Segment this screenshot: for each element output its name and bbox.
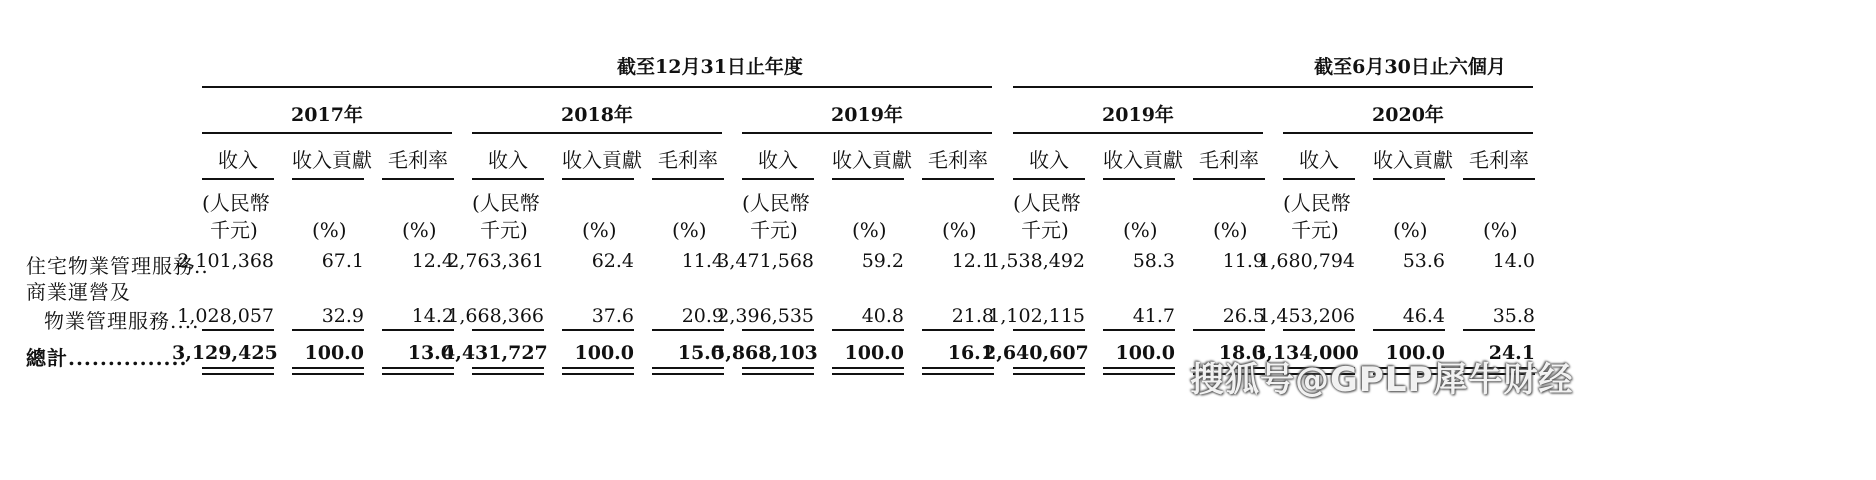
table-cell-total: 100.0 bbox=[304, 342, 364, 364]
unit-rmb-line1: (人民幣 bbox=[202, 191, 270, 215]
table-cell-total: 100.0 bbox=[1385, 342, 1445, 364]
col-label-contribution: 收入貢獻 bbox=[292, 148, 372, 172]
unit-rmb-line2: 千元) bbox=[480, 218, 528, 242]
col-label-margin: 毛利率 bbox=[1469, 148, 1529, 172]
table-cell: 21.8 bbox=[951, 305, 994, 327]
unit-rmb-line1: (人民幣 bbox=[1013, 191, 1081, 215]
table-cell-total: 4,431,727 bbox=[442, 342, 548, 364]
rule-double-top bbox=[922, 367, 994, 369]
col-label-margin: 毛利率 bbox=[658, 148, 718, 172]
table-cell: 1,453,206 bbox=[1258, 305, 1355, 327]
rule-subtotal bbox=[382, 329, 454, 331]
unit-percent: (%) bbox=[1393, 218, 1428, 242]
table-cell: 1,102,115 bbox=[988, 305, 1085, 327]
rule-subtotal bbox=[742, 329, 814, 331]
unit-rmb-line2: 千元) bbox=[1021, 218, 1069, 242]
unit-percent: (%) bbox=[1483, 218, 1518, 242]
table-cell-total: 100.0 bbox=[844, 342, 904, 364]
rule-subtotal bbox=[1193, 329, 1265, 331]
col-label-contribution: 收入貢獻 bbox=[562, 148, 642, 172]
col-rule bbox=[742, 178, 814, 180]
col-rule bbox=[1283, 178, 1355, 180]
rule-double-top bbox=[832, 367, 904, 369]
table-cell: 14.2 bbox=[411, 305, 454, 327]
table-cell: 62.4 bbox=[591, 250, 634, 272]
col-rule bbox=[1463, 178, 1535, 180]
col-label-contribution: 收入貢獻 bbox=[1373, 148, 1453, 172]
col-label-margin: 毛利率 bbox=[1199, 148, 1259, 172]
col-rule bbox=[202, 178, 274, 180]
table-cell: 67.1 bbox=[321, 250, 364, 272]
table-cell-total: 100.0 bbox=[1115, 342, 1175, 364]
rule-subtotal bbox=[1103, 329, 1175, 331]
table-cell: 35.8 bbox=[1492, 305, 1535, 327]
rule-double-top bbox=[1013, 367, 1085, 369]
col-rule bbox=[922, 178, 994, 180]
year-header-2017: 2017年 bbox=[291, 104, 363, 126]
table-cell: 2,101,368 bbox=[177, 250, 274, 272]
col-label-revenue: 收入 bbox=[1299, 148, 1339, 172]
unit-rmb-line1: (人民幣 bbox=[1283, 191, 1351, 215]
unit-rmb-line1: (人民幣 bbox=[472, 191, 540, 215]
table-cell-total: 100.0 bbox=[574, 342, 634, 364]
unit-rmb-line2: 千元) bbox=[1291, 218, 1339, 242]
col-rule bbox=[382, 178, 454, 180]
table-cell-total: 3,129,425 bbox=[172, 342, 278, 364]
table-cell: 3,471,568 bbox=[717, 250, 814, 272]
col-label-revenue: 收入 bbox=[488, 148, 528, 172]
rule-double-top bbox=[202, 367, 274, 369]
table-cell: 12.1 bbox=[951, 250, 994, 272]
col-label-margin: 毛利率 bbox=[928, 148, 988, 172]
table-cell: 14.0 bbox=[1492, 250, 1535, 272]
rule-double-top bbox=[652, 367, 724, 369]
year-header-2020-h1: 2020年 bbox=[1372, 104, 1444, 126]
table-cell-total: 18.0 bbox=[1218, 342, 1265, 364]
col-rule bbox=[1013, 178, 1085, 180]
rule-double-bottom bbox=[742, 373, 814, 375]
table-cell: 20.9 bbox=[681, 305, 724, 327]
table-cell: 58.3 bbox=[1132, 250, 1175, 272]
table-cell-total: 3,134,000 bbox=[1253, 342, 1359, 364]
unit-percent: (%) bbox=[582, 218, 617, 242]
unit-percent: (%) bbox=[402, 218, 437, 242]
rule-double-top bbox=[292, 367, 364, 369]
rule-subtotal bbox=[922, 329, 994, 331]
col-label-contribution: 收入貢獻 bbox=[832, 148, 912, 172]
col-label-margin: 毛利率 bbox=[388, 148, 448, 172]
table-cell: 41.7 bbox=[1132, 305, 1175, 327]
rule-double-top bbox=[1103, 367, 1175, 369]
rule-2018 bbox=[472, 132, 722, 134]
rule-double-bottom bbox=[562, 373, 634, 375]
table-cell: 53.6 bbox=[1402, 250, 1445, 272]
rule-2020-h1 bbox=[1283, 132, 1533, 134]
col-rule bbox=[1103, 178, 1175, 180]
period-header-six-months: 截至6月30日止六個月 bbox=[1314, 56, 1506, 78]
rule-double-bottom bbox=[472, 373, 544, 375]
table-cell-total: 15.0 bbox=[677, 342, 724, 364]
col-rule bbox=[292, 178, 364, 180]
row-label-commercial-line1: 商業運營及 bbox=[26, 280, 131, 304]
rule-double-bottom bbox=[652, 373, 724, 375]
rule-six-months bbox=[1013, 86, 1533, 88]
table-cell: 46.4 bbox=[1402, 305, 1445, 327]
table-cell: 1,538,492 bbox=[988, 250, 1085, 272]
col-label-revenue: 收入 bbox=[218, 148, 258, 172]
rule-subtotal bbox=[1463, 329, 1535, 331]
rule-2019 bbox=[742, 132, 992, 134]
unit-percent: (%) bbox=[672, 218, 707, 242]
rule-double-bottom bbox=[382, 373, 454, 375]
rule-double-bottom bbox=[922, 373, 994, 375]
table-cell-total: 24.1 bbox=[1488, 342, 1535, 364]
table-cell: 37.6 bbox=[591, 305, 634, 327]
table-cell: 1,680,794 bbox=[1258, 250, 1355, 272]
col-rule bbox=[562, 178, 634, 180]
table-cell-total: 16.1 bbox=[947, 342, 994, 364]
rule-double-bottom bbox=[202, 373, 274, 375]
rule-subtotal bbox=[1373, 329, 1445, 331]
rule-subtotal bbox=[472, 329, 544, 331]
table-cell-total: 5,868,103 bbox=[712, 342, 818, 364]
rule-subtotal bbox=[292, 329, 364, 331]
col-label-revenue: 收入 bbox=[758, 148, 798, 172]
table-cell-total: 2,640,607 bbox=[983, 342, 1089, 364]
rule-subtotal bbox=[1013, 329, 1085, 331]
table-cell: 11.9 bbox=[1222, 250, 1265, 272]
unit-rmb-line2: 千元) bbox=[750, 218, 798, 242]
col-rule bbox=[652, 178, 724, 180]
year-header-2019: 2019年 bbox=[831, 104, 903, 126]
col-rule bbox=[472, 178, 544, 180]
col-label-revenue: 收入 bbox=[1029, 148, 1069, 172]
rule-2019-h1 bbox=[1013, 132, 1263, 134]
row-label-residential: 住宅物業管理服務.. bbox=[26, 254, 209, 278]
year-header-2018: 2018年 bbox=[561, 104, 633, 126]
unit-percent: (%) bbox=[312, 218, 347, 242]
unit-percent: (%) bbox=[852, 218, 887, 242]
rule-double-top bbox=[382, 367, 454, 369]
table-cell: 12.4 bbox=[411, 250, 454, 272]
period-header-annual: 截至12月31日止年度 bbox=[617, 56, 803, 78]
table-cell: 40.8 bbox=[861, 305, 904, 327]
rule-double-top bbox=[562, 367, 634, 369]
unit-percent: (%) bbox=[942, 218, 977, 242]
col-rule bbox=[1193, 178, 1265, 180]
unit-percent: (%) bbox=[1123, 218, 1158, 242]
table-cell: 2,396,535 bbox=[717, 305, 814, 327]
year-header-2019-h1: 2019年 bbox=[1102, 104, 1174, 126]
table-cell: 1,668,366 bbox=[447, 305, 544, 327]
rule-2017 bbox=[202, 132, 452, 134]
rule-double-bottom bbox=[1013, 373, 1085, 375]
table-cell: 59.2 bbox=[861, 250, 904, 272]
unit-rmb-line1: (人民幣 bbox=[742, 191, 810, 215]
table-cell: 11.4 bbox=[681, 250, 724, 272]
unit-percent: (%) bbox=[1213, 218, 1248, 242]
rule-double-bottom bbox=[1103, 373, 1175, 375]
rule-subtotal bbox=[652, 329, 724, 331]
row-label-total: 總計............... bbox=[26, 346, 188, 370]
rule-subtotal bbox=[832, 329, 904, 331]
table-cell-total: 13.0 bbox=[407, 342, 454, 364]
rule-annual bbox=[202, 86, 992, 88]
col-rule bbox=[1373, 178, 1445, 180]
col-label-contribution: 收入貢獻 bbox=[1103, 148, 1183, 172]
rule-double-top bbox=[742, 367, 814, 369]
table-cell: 2,763,361 bbox=[447, 250, 544, 272]
rule-double-bottom bbox=[832, 373, 904, 375]
unit-rmb-line2: 千元) bbox=[210, 218, 258, 242]
row-label-commercial-line2: 物業管理服務.... bbox=[44, 309, 200, 333]
table-cell: 26.5 bbox=[1222, 305, 1265, 327]
watermark: 搜狐号@GPLP犀牛财经 bbox=[1190, 360, 1574, 400]
rule-subtotal bbox=[202, 329, 274, 331]
rule-double-bottom bbox=[292, 373, 364, 375]
col-rule bbox=[832, 178, 904, 180]
rule-double-top bbox=[472, 367, 544, 369]
rule-subtotal bbox=[1283, 329, 1355, 331]
table-cell: 32.9 bbox=[321, 305, 364, 327]
rule-subtotal bbox=[562, 329, 634, 331]
table-cell: 1,028,057 bbox=[177, 305, 274, 327]
